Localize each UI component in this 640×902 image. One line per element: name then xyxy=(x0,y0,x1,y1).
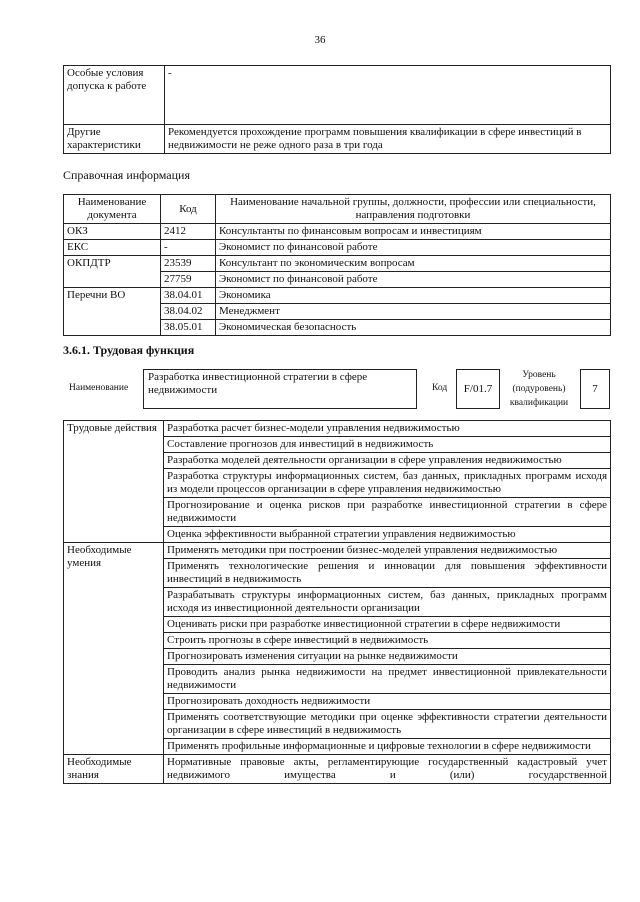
actions-label: Трудовые действия xyxy=(64,421,164,543)
table-row xyxy=(64,66,611,125)
label-cell: Особые условия допуска к работе xyxy=(64,66,165,125)
action-cell: Составление прогнозов для инвестиций в недвижимость xyxy=(164,437,611,453)
skill-cell: Применять соответствующие методики при оценке эффективности стратегии деятельности организации в сфере инвестиций в недвижимость xyxy=(164,710,611,739)
name-cell: Экономист по финансовой работе xyxy=(216,240,611,256)
skill-cell: Применять технологические решения и инновации для повышения эффективности инвестиций в недвижимость xyxy=(164,559,611,588)
name-label: Наименование xyxy=(69,383,129,393)
skill-cell: Прогнозировать доходность недвижимости xyxy=(164,694,611,710)
table-row xyxy=(64,125,611,154)
table-row xyxy=(64,224,611,240)
action-cell: Оценка эффективности выбранной стратегии управления недвижимостью xyxy=(164,527,611,543)
code-cell: 38.04.01 xyxy=(161,288,216,304)
knowledge-cell: Нормативные правовые акты, регламентирующие государственный кадастровый учет недвижимого имущества и (или) государственной xyxy=(164,755,611,784)
header-doc: Наименование документа xyxy=(64,195,161,224)
function-code-box xyxy=(456,369,500,409)
skill-cell: Оценивать риски при разработке инвестиционной стратегии в сфере недвижимости xyxy=(164,617,611,633)
skill-cell: Разрабатывать структуры информационных систем, баз данных, прикладных программ исходя из инвестиционной деятельности организации xyxy=(164,588,611,617)
label-cell: Другие характеристики xyxy=(64,125,165,154)
table-row xyxy=(64,543,611,559)
doc-cell: ОКЗ xyxy=(64,224,161,240)
skills-label: Необходимые умения xyxy=(64,543,164,755)
value-cell: Рекомендуется прохождение программ повышения квалификации в сфере инвестиций в недвижимости не реже одного раза в три года xyxy=(165,125,611,154)
knowledge-label: Необходимые знания xyxy=(64,755,164,784)
table-row xyxy=(64,240,611,256)
action-cell: Разработка структуры информационных систем, баз данных, прикладных программ исходя из модели процессов организации в сфере управления недвижимостью xyxy=(164,469,611,498)
function-name-box xyxy=(143,369,417,409)
name-cell: Экономическая безопасность xyxy=(216,320,611,336)
function-name-value: Разработка инвестиционной стратегии в сфере недвижимости xyxy=(148,371,368,396)
page-number: 36 xyxy=(314,34,326,46)
function-code-value: F/01.7 xyxy=(463,383,493,395)
skill-cell: Прогнозировать изменения ситуации на рынке недвижимости xyxy=(164,649,611,665)
code-label: Код xyxy=(432,383,448,393)
doc-cell: Перечни ВО xyxy=(64,288,161,336)
name-cell: Менеджмент xyxy=(216,304,611,320)
code-cell: 23539 xyxy=(161,256,216,272)
doc-cell: ОКПДТР xyxy=(64,256,161,288)
access-conditions-table xyxy=(63,65,611,154)
code-cell: 27759 xyxy=(161,272,216,288)
skill-cell: Проводить анализ рынка недвижимости на предмет инвестиционной привлекательности недвижимости xyxy=(164,665,611,694)
table-row xyxy=(64,288,611,304)
table-row xyxy=(64,755,611,784)
table-header-row xyxy=(64,195,611,224)
skill-cell: Строить прогнозы в сфере инвестиций в недвижимость xyxy=(164,633,611,649)
code-cell: 38.04.02 xyxy=(161,304,216,320)
action-cell: Разработка моделей деятельности организации в сфере управления недвижимостью xyxy=(164,453,611,469)
skill-cell: Применять профильные информационные и цифровые технологии в сфере недвижимости xyxy=(164,739,611,755)
reference-table xyxy=(63,194,611,336)
code-cell: 2412 xyxy=(161,224,216,240)
value-cell: - xyxy=(165,66,611,125)
name-cell: Консультант по экономическим вопросам xyxy=(216,256,611,272)
header-code: Код xyxy=(161,195,216,224)
doc-cell: ЕКС xyxy=(64,240,161,256)
header-name: Наименование начальной группы, должности, профессии или специальности, направления подготовки xyxy=(216,195,611,224)
level-value: 7 xyxy=(592,383,598,395)
action-cell: Прогнозирование и оценка рисков при разработке инвестиционной стратегии в сфере недвижимости xyxy=(164,498,611,527)
function-title: 3.6.1. Трудовая функция xyxy=(63,343,195,357)
skill-cell: Применять методики при построении бизнес-моделей управления недвижимостью xyxy=(164,543,611,559)
name-cell: Экономика xyxy=(216,288,611,304)
labor-function-table xyxy=(63,420,611,784)
level-label: Уровень (подуровень) квалификации xyxy=(509,370,569,408)
action-cell: Разработка расчет бизнес-модели управления недвижимостью xyxy=(164,421,611,437)
table-row xyxy=(64,421,611,437)
level-box xyxy=(580,369,610,409)
name-cell: Экономист по финансовой работе xyxy=(216,272,611,288)
table-row xyxy=(64,256,611,272)
reference-title: Справочная информация xyxy=(63,168,190,182)
code-cell: 38.05.01 xyxy=(161,320,216,336)
code-cell: - xyxy=(161,240,216,256)
name-cell: Консультанты по финансовым вопросам и инвестициям xyxy=(216,224,611,240)
